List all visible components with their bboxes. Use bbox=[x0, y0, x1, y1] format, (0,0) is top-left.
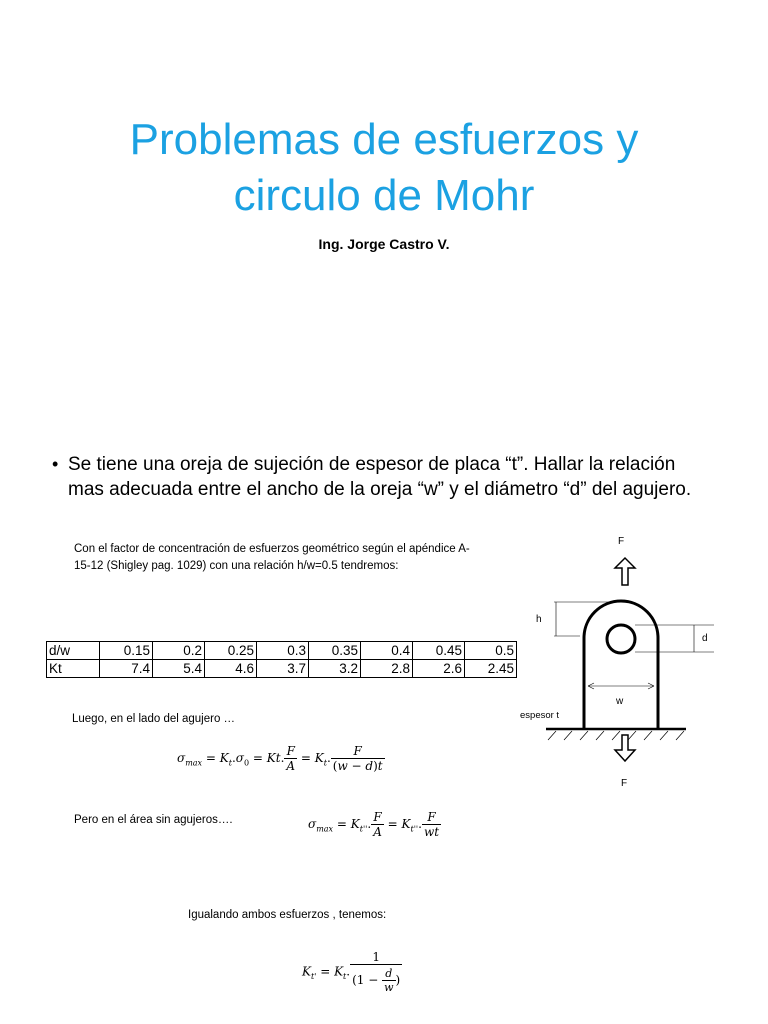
equation-sigma-max-hole: $\sigma_{max} = K_t.\sigma_0 = Kt$. $\frac{F}{A}$ = $K_t$. $\frac{F}{(w - d)t}$ bbox=[177, 744, 383, 773]
ground-hatch bbox=[548, 731, 684, 740]
label-w: w bbox=[616, 696, 624, 707]
table-cell: 0.45 bbox=[413, 642, 465, 660]
equation-sigma-max-no-hole: $\sigma_{max} = K_{t''}$. $\frac{F}{A}$ = $K_{t''}$. $\frac{F}{wt}$ bbox=[308, 810, 440, 839]
text-lado-agujero: Luego, en el lado del agujero … bbox=[72, 713, 236, 725]
table-row bbox=[47, 642, 517, 660]
lug-diagram bbox=[518, 528, 718, 798]
intro-text: Con el factor de concentración de esfuerzos geométrico según el apéndice A-15-12 (Shigley pag. 1029) con una relación h/w=0.5 tendremos: bbox=[74, 543, 470, 572]
hole-circle bbox=[607, 625, 635, 653]
label-d: d bbox=[702, 633, 708, 644]
label-h: h bbox=[536, 614, 542, 625]
slide-title bbox=[40, 112, 728, 224]
label-espesor: espesor t bbox=[520, 710, 560, 721]
force-arrow-up-icon bbox=[615, 558, 635, 585]
table-cell: 5.4 bbox=[153, 660, 205, 678]
author: Ing. Jorge Castro V. bbox=[318, 236, 450, 252]
table-cell: 3.2 bbox=[309, 660, 361, 678]
table-cell: 4.6 bbox=[205, 660, 257, 678]
table-cell: 0.4 bbox=[361, 642, 413, 660]
table-header-cell: Kt bbox=[47, 660, 100, 678]
text-igualando: Igualando ambos esfuerzos , tenemos: bbox=[188, 909, 387, 921]
equation-kt-ratio: $K_{t'} = K_t$. 1 (1 − $\frac{d}{w}$ ) bbox=[302, 950, 401, 994]
table-cell: 2.8 bbox=[361, 660, 413, 678]
table-cell: 0.25 bbox=[205, 642, 257, 660]
bullet-text: Se tiene una oreja de sujeción de espesor de placa “t”. Hallar la relación mas adecuada entre el ancho de la oreja “w” y el diámetro “d” del agujero. bbox=[68, 454, 692, 500]
table-header-cell: d/w bbox=[47, 642, 100, 660]
force-arrow-down-icon bbox=[615, 735, 635, 761]
table-cell: 0.3 bbox=[257, 642, 309, 660]
title-line-1: Problemas de esfuerzos y bbox=[129, 115, 639, 164]
bullet-symbol: • bbox=[52, 454, 59, 474]
lug-outline bbox=[584, 601, 658, 728]
table-cell: 0.15 bbox=[100, 642, 153, 660]
table-cell: 2.6 bbox=[413, 660, 465, 678]
title-line-2: circulo de Mohr bbox=[233, 171, 535, 220]
label-force-top: F bbox=[618, 536, 625, 547]
table-cell: 0.5 bbox=[465, 642, 517, 660]
table-cell: 2.45 bbox=[465, 660, 517, 678]
table-cell: 7.4 bbox=[100, 660, 153, 678]
table-cell: 0.2 bbox=[153, 642, 205, 660]
text-sin-agujeros: Pero en el área sin agujeros…. bbox=[74, 814, 233, 826]
kt-table bbox=[46, 641, 517, 678]
table-cell: 0.35 bbox=[309, 642, 361, 660]
table-cell: 3.7 bbox=[257, 660, 309, 678]
table-row bbox=[47, 660, 517, 678]
label-force-bottom: F bbox=[621, 778, 628, 789]
